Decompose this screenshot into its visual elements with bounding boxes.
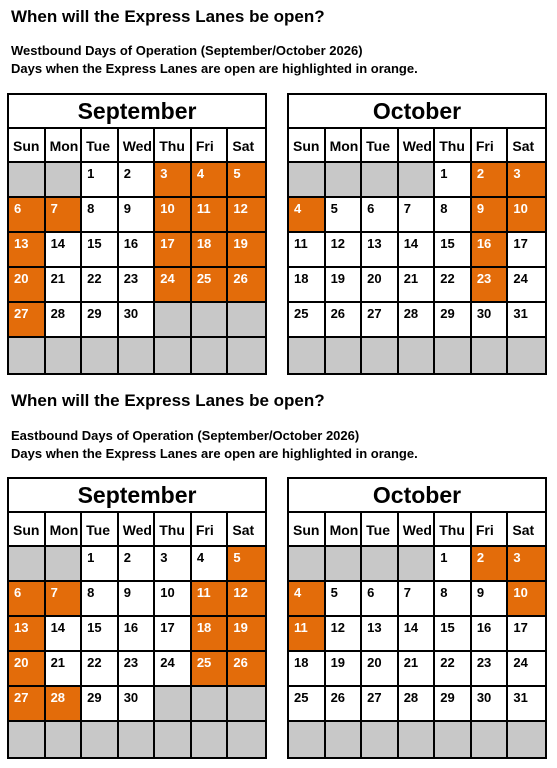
day-cell: 12 bbox=[326, 233, 363, 268]
day-cell: 1 bbox=[435, 547, 472, 582]
day-cell-open: 18 bbox=[192, 617, 229, 652]
day-cell: 23 bbox=[472, 652, 509, 687]
weekday-header: Tue bbox=[82, 129, 119, 163]
day-cell-open: 6 bbox=[9, 198, 46, 233]
day-cell-open: 19 bbox=[228, 233, 265, 268]
day-cell-open: 16 bbox=[472, 233, 509, 268]
day-cell: 17 bbox=[508, 617, 545, 652]
weekday-header: Mon bbox=[326, 129, 363, 163]
empty-cell bbox=[399, 547, 436, 582]
day-cell: 30 bbox=[119, 687, 156, 722]
month-title: October bbox=[289, 95, 545, 129]
day-cell: 29 bbox=[435, 687, 472, 722]
month-title: September bbox=[9, 479, 265, 513]
day-cell: 10 bbox=[155, 582, 192, 617]
day-cell: 1 bbox=[435, 163, 472, 198]
section-subtitle-line2: Days when the Express Lanes are open are highlighted in orange. bbox=[11, 61, 418, 76]
weekday-header: Sat bbox=[508, 129, 545, 163]
day-cell: 8 bbox=[82, 198, 119, 233]
weekday-header: Mon bbox=[46, 513, 83, 547]
day-cell-open: 3 bbox=[155, 163, 192, 198]
weekday-header: Tue bbox=[362, 513, 399, 547]
day-cell: 20 bbox=[362, 652, 399, 687]
weekday-header: Mon bbox=[326, 513, 363, 547]
weekday-header: Tue bbox=[82, 513, 119, 547]
day-cell: 28 bbox=[46, 303, 83, 338]
empty-cell bbox=[228, 722, 265, 757]
day-cell-open: 12 bbox=[228, 198, 265, 233]
weekday-header: Wed bbox=[399, 129, 436, 163]
calendar-grid bbox=[289, 513, 545, 757]
day-cell-open: 10 bbox=[155, 198, 192, 233]
empty-cell bbox=[326, 338, 363, 373]
empty-cell bbox=[46, 547, 83, 582]
empty-cell bbox=[119, 722, 156, 757]
day-cell-open: 7 bbox=[46, 582, 83, 617]
day-cell: 14 bbox=[399, 233, 436, 268]
weekday-header: Sun bbox=[9, 129, 46, 163]
empty-cell bbox=[435, 338, 472, 373]
empty-cell bbox=[508, 338, 545, 373]
calendar-grid bbox=[289, 129, 545, 373]
day-cell-open: 3 bbox=[508, 547, 545, 582]
day-cell: 27 bbox=[362, 687, 399, 722]
empty-cell bbox=[399, 722, 436, 757]
day-cell-open: 6 bbox=[9, 582, 46, 617]
weekday-header: Thu bbox=[155, 513, 192, 547]
day-cell: 9 bbox=[472, 582, 509, 617]
empty-cell bbox=[155, 722, 192, 757]
day-cell-open: 18 bbox=[192, 233, 229, 268]
day-cell: 14 bbox=[46, 617, 83, 652]
empty-cell bbox=[399, 338, 436, 373]
day-cell: 8 bbox=[435, 198, 472, 233]
day-cell: 19 bbox=[326, 652, 363, 687]
day-cell-open: 23 bbox=[472, 268, 509, 303]
day-cell: 9 bbox=[119, 582, 156, 617]
calendar-grid bbox=[9, 129, 265, 373]
empty-cell bbox=[289, 547, 326, 582]
section-title: When will the Express Lanes be open? bbox=[11, 391, 325, 410]
day-cell-open: 13 bbox=[9, 233, 46, 268]
day-cell: 25 bbox=[289, 303, 326, 338]
day-cell: 29 bbox=[82, 303, 119, 338]
day-cell: 22 bbox=[82, 652, 119, 687]
empty-cell bbox=[82, 338, 119, 373]
day-cell: 7 bbox=[399, 582, 436, 617]
day-cell-open: 7 bbox=[46, 198, 83, 233]
day-cell-open: 20 bbox=[9, 652, 46, 687]
day-cell: 8 bbox=[82, 582, 119, 617]
day-cell-open: 4 bbox=[289, 582, 326, 617]
empty-cell bbox=[228, 687, 265, 722]
empty-cell bbox=[362, 547, 399, 582]
day-cell: 18 bbox=[289, 268, 326, 303]
day-cell-open: 11 bbox=[192, 198, 229, 233]
day-cell: 1 bbox=[82, 163, 119, 198]
month-title: October bbox=[289, 479, 545, 513]
day-cell: 14 bbox=[46, 233, 83, 268]
day-cell-open: 28 bbox=[46, 687, 83, 722]
day-cell-open: 5 bbox=[228, 547, 265, 582]
day-cell-open: 25 bbox=[192, 652, 229, 687]
weekday-header: Sat bbox=[508, 513, 545, 547]
empty-cell bbox=[508, 722, 545, 757]
calendar-october-westbound bbox=[287, 93, 547, 375]
day-cell: 21 bbox=[399, 268, 436, 303]
day-cell: 11 bbox=[289, 233, 326, 268]
empty-cell bbox=[192, 303, 229, 338]
weekday-header: Sat bbox=[228, 129, 265, 163]
weekday-header: Wed bbox=[119, 129, 156, 163]
day-cell-open: 26 bbox=[228, 268, 265, 303]
empty-cell bbox=[362, 163, 399, 198]
day-cell: 6 bbox=[362, 582, 399, 617]
day-cell: 30 bbox=[472, 303, 509, 338]
day-cell: 28 bbox=[399, 687, 436, 722]
day-cell: 22 bbox=[82, 268, 119, 303]
empty-cell bbox=[362, 722, 399, 757]
day-cell: 24 bbox=[508, 268, 545, 303]
day-cell-open: 27 bbox=[9, 303, 46, 338]
weekday-header: Sun bbox=[289, 513, 326, 547]
empty-cell bbox=[46, 163, 83, 198]
day-cell: 13 bbox=[362, 617, 399, 652]
weekday-header: Tue bbox=[362, 129, 399, 163]
empty-cell bbox=[435, 722, 472, 757]
empty-cell bbox=[9, 338, 46, 373]
day-cell: 29 bbox=[435, 303, 472, 338]
weekday-header: Thu bbox=[435, 129, 472, 163]
day-cell: 16 bbox=[472, 617, 509, 652]
day-cell-open: 11 bbox=[289, 617, 326, 652]
day-cell: 18 bbox=[289, 652, 326, 687]
empty-cell bbox=[192, 338, 229, 373]
day-cell: 15 bbox=[435, 617, 472, 652]
day-cell: 12 bbox=[326, 617, 363, 652]
empty-cell bbox=[228, 338, 265, 373]
day-cell: 28 bbox=[399, 303, 436, 338]
weekday-header: Sat bbox=[228, 513, 265, 547]
day-cell-open: 17 bbox=[155, 233, 192, 268]
day-cell: 31 bbox=[508, 303, 545, 338]
day-cell: 3 bbox=[155, 547, 192, 582]
day-cell: 26 bbox=[326, 687, 363, 722]
section-subtitle-line1: Westbound Days of Operation (September/October 2026) bbox=[11, 43, 363, 58]
weekday-header: Fri bbox=[472, 129, 509, 163]
day-cell: 16 bbox=[119, 617, 156, 652]
weekday-header: Mon bbox=[46, 129, 83, 163]
empty-cell bbox=[192, 722, 229, 757]
day-cell-open: 2 bbox=[472, 163, 509, 198]
day-cell: 26 bbox=[326, 303, 363, 338]
weekday-header: Wed bbox=[399, 513, 436, 547]
day-cell: 15 bbox=[82, 233, 119, 268]
day-cell: 6 bbox=[362, 198, 399, 233]
empty-cell bbox=[228, 303, 265, 338]
empty-cell bbox=[362, 338, 399, 373]
day-cell: 9 bbox=[119, 198, 156, 233]
day-cell: 23 bbox=[119, 268, 156, 303]
day-cell: 30 bbox=[472, 687, 509, 722]
day-cell-open: 4 bbox=[289, 198, 326, 233]
section-title: When will the Express Lanes be open? bbox=[11, 7, 325, 26]
day-cell-open: 4 bbox=[192, 163, 229, 198]
empty-cell bbox=[9, 163, 46, 198]
weekday-header: Sun bbox=[9, 513, 46, 547]
day-cell-open: 3 bbox=[508, 163, 545, 198]
day-cell: 14 bbox=[399, 617, 436, 652]
weekday-header: Wed bbox=[119, 513, 156, 547]
day-cell: 16 bbox=[119, 233, 156, 268]
empty-cell bbox=[155, 303, 192, 338]
day-cell: 2 bbox=[119, 163, 156, 198]
day-cell-open: 27 bbox=[9, 687, 46, 722]
day-cell: 8 bbox=[435, 582, 472, 617]
empty-cell bbox=[472, 338, 509, 373]
day-cell-open: 25 bbox=[192, 268, 229, 303]
empty-cell bbox=[46, 338, 83, 373]
day-cell-open: 10 bbox=[508, 198, 545, 233]
day-cell-open: 12 bbox=[228, 582, 265, 617]
calendar-october-eastbound bbox=[287, 477, 547, 759]
weekday-header: Thu bbox=[435, 513, 472, 547]
day-cell: 13 bbox=[362, 233, 399, 268]
day-cell: 23 bbox=[119, 652, 156, 687]
section-subtitle-line1: Eastbound Days of Operation (September/October 2026) bbox=[11, 428, 360, 443]
weekday-header: Fri bbox=[192, 513, 229, 547]
empty-cell bbox=[82, 722, 119, 757]
empty-cell bbox=[326, 163, 363, 198]
day-cell: 22 bbox=[435, 652, 472, 687]
day-cell-open: 20 bbox=[9, 268, 46, 303]
day-cell: 29 bbox=[82, 687, 119, 722]
empty-cell bbox=[46, 722, 83, 757]
month-title: September bbox=[9, 95, 265, 129]
empty-cell bbox=[289, 338, 326, 373]
day-cell: 21 bbox=[46, 652, 83, 687]
empty-cell bbox=[472, 722, 509, 757]
day-cell: 22 bbox=[435, 268, 472, 303]
empty-cell bbox=[119, 338, 156, 373]
calendar-september-eastbound bbox=[7, 477, 267, 759]
day-cell: 5 bbox=[326, 582, 363, 617]
day-cell: 19 bbox=[326, 268, 363, 303]
empty-cell bbox=[9, 547, 46, 582]
day-cell: 20 bbox=[362, 268, 399, 303]
empty-cell bbox=[326, 547, 363, 582]
day-cell: 27 bbox=[362, 303, 399, 338]
day-cell-open: 11 bbox=[192, 582, 229, 617]
weekday-header: Thu bbox=[155, 129, 192, 163]
day-cell: 24 bbox=[155, 652, 192, 687]
day-cell-open: 24 bbox=[155, 268, 192, 303]
empty-cell bbox=[399, 163, 436, 198]
calendar-september-westbound bbox=[7, 93, 267, 375]
day-cell: 25 bbox=[289, 687, 326, 722]
empty-cell bbox=[289, 163, 326, 198]
calendar-grid bbox=[9, 513, 265, 757]
day-cell: 17 bbox=[155, 617, 192, 652]
empty-cell bbox=[155, 687, 192, 722]
day-cell: 24 bbox=[508, 652, 545, 687]
empty-cell bbox=[9, 722, 46, 757]
day-cell: 21 bbox=[399, 652, 436, 687]
empty-cell bbox=[192, 687, 229, 722]
day-cell: 4 bbox=[192, 547, 229, 582]
day-cell: 31 bbox=[508, 687, 545, 722]
day-cell: 17 bbox=[508, 233, 545, 268]
day-cell: 15 bbox=[435, 233, 472, 268]
day-cell-open: 5 bbox=[228, 163, 265, 198]
day-cell-open: 9 bbox=[472, 198, 509, 233]
empty-cell bbox=[289, 722, 326, 757]
weekday-header: Fri bbox=[192, 129, 229, 163]
day-cell: 15 bbox=[82, 617, 119, 652]
day-cell-open: 26 bbox=[228, 652, 265, 687]
day-cell: 2 bbox=[119, 547, 156, 582]
day-cell-open: 2 bbox=[472, 547, 509, 582]
day-cell: 5 bbox=[326, 198, 363, 233]
day-cell: 1 bbox=[82, 547, 119, 582]
day-cell-open: 10 bbox=[508, 582, 545, 617]
day-cell-open: 19 bbox=[228, 617, 265, 652]
weekday-header: Fri bbox=[472, 513, 509, 547]
weekday-header: Sun bbox=[289, 129, 326, 163]
day-cell: 21 bbox=[46, 268, 83, 303]
section-subtitle-line2: Days when the Express Lanes are open are highlighted in orange. bbox=[11, 446, 418, 461]
empty-cell bbox=[155, 338, 192, 373]
day-cell-open: 13 bbox=[9, 617, 46, 652]
day-cell: 7 bbox=[399, 198, 436, 233]
empty-cell bbox=[326, 722, 363, 757]
day-cell: 30 bbox=[119, 303, 156, 338]
